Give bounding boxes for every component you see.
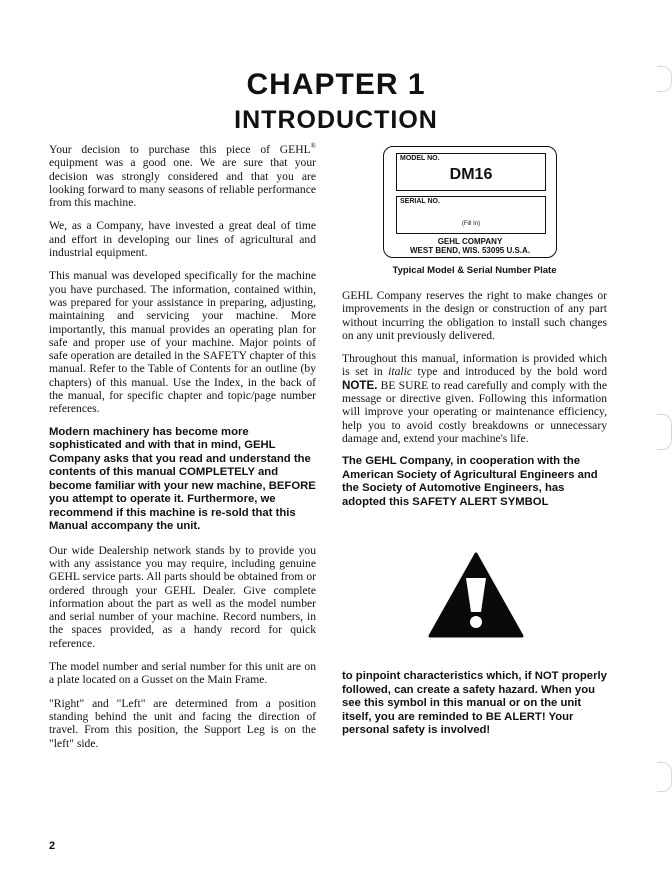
page-number: 2 xyxy=(49,840,56,852)
page-edge-mark xyxy=(657,762,672,792)
model-number-box xyxy=(396,153,546,191)
right-left-paragraph: "Right" and "Left" are determined from a position standing behind the unit and facing the direction of travel. From this position, the Support Leg is on the "left" side. xyxy=(49,696,316,750)
chapter-number: CHAPTER 1 xyxy=(246,68,426,101)
page-edge-mark xyxy=(657,414,672,450)
manual-paragraph: This manual was developed specifically for the machine you have purchased. The information, contained within, was prepared for your assistance in preparing, adjusting, maintaining and servicing your machine. More importantly, this manual provides an operating plan for safe and proper use of your machine. Major points of safe operation are detailed in the SAFETY chapter of this manual. Refer to the Table of Contents for an outline (by chapters) of this manual. Use the Index, in the back of the manual, for specific chapter and topic/page number references. xyxy=(49,269,316,416)
right-column xyxy=(342,289,607,519)
company-paragraph: We, as a Company, have invested a great deal of time and effort in developing our lines of agricultural and industrial equipment. xyxy=(49,219,316,260)
changes-paragraph: GEHL Company reserves the right to make changes or improvements in the design or construction of any part without incurring the obligation to install such changes on any unit previously delivered. xyxy=(342,289,607,342)
right-column-continued xyxy=(342,670,607,748)
serial-number-plate xyxy=(383,146,557,258)
dealership-paragraph: Our wide Dealership network stands by to provide you with any assistance you may require, including genuine GEHL service parts. All parts should be obtained from or ordered through your GEHL Dealer. Give complete information about the part as well as the model number and serial number of your machine. Record numbers, in the spaces provided, as a handy record for quick reference. xyxy=(49,543,316,650)
safety-cooperation-paragraph: The GEHL Company, in cooperation with the American Society of Agricultural Engineers and the Society of Automotive Engineers, has adopted this SAFETY ALERT SYMBOL xyxy=(342,455,598,508)
plate-company: GEHL COMPANY xyxy=(437,237,503,246)
note-paragraph: Throughout this manual, information is provided which is set in italic type and introduced by the bold word NOTE. BE SURE to read carefully and comply with the message or directive given. Following this information will improve your operating or maintenance efficiency, help you to avoid costly breakdowns or unnecessary damage and, extend your machine's life. xyxy=(342,352,608,445)
plate-location-paragraph: The model number and serial number for this unit are on a plate located on a Gusset on the Main Frame. xyxy=(49,660,316,687)
page-edge-mark xyxy=(657,66,672,92)
model-number-label: MODEL NO. xyxy=(400,155,440,162)
left-column xyxy=(49,143,316,760)
plate-address: WEST BEND, WIS. 53095 U.S.A. xyxy=(409,246,531,255)
serial-fill-in: (Fill In) xyxy=(461,221,481,227)
serial-number-label: SERIAL NO. xyxy=(400,198,440,205)
model-number-value: DM16 xyxy=(449,166,493,183)
chapter-title: INTRODUCTION xyxy=(234,106,438,134)
modern-machinery-paragraph: Modern machinery has become more sophisticated and with that in mind, GEHL Company asks that you read and understand the contents of this manual COMPLETELY and become familiar with your new machine, BEFORE you attempt to operate it. Furthermore, we recommend if this machine is re-sold that this Manual accompany the unit. xyxy=(49,425,316,533)
safety-alert-triangle-icon xyxy=(428,552,524,638)
plate-caption: Typical Model & Serial Number Plate xyxy=(392,265,557,276)
safety-hazard-paragraph: to pinpoint characteristics which, if NOT properly followed, can create a safety hazard. When you see this symbol in this manual or on the unit itself, you are reminded to BE ALERT! Your personal safety is involved! xyxy=(342,670,607,736)
registered-mark: ® xyxy=(310,142,316,151)
intro-paragraph: Your decision to purchase this piece of GEHL® equipment was a good one. We are sure that your decision was strongly considered and that you are looking forward to many seasons of reliable performance from this machine. xyxy=(49,142,316,210)
serial-number-box xyxy=(396,196,546,234)
